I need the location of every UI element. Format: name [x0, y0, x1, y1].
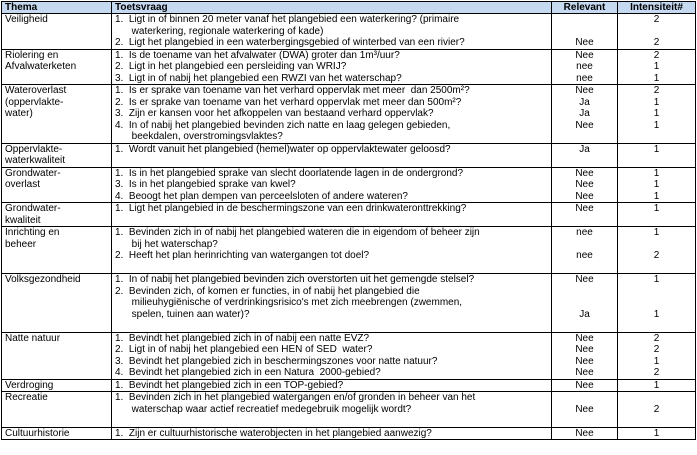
- relevant-value: Nee: [575, 344, 594, 355]
- thema-line: [5, 262, 108, 274]
- relevant-value: nee: [576, 250, 593, 261]
- relevant-value: [552, 286, 617, 298]
- relevant-value: Nee: [575, 203, 594, 214]
- intensiteit-value: 1: [653, 274, 660, 285]
- question-line: 1. In of nabij het plangebied bevinden zich overstorten uit het gemengde stelsel?: [115, 274, 475, 285]
- thema-line: beheer: [5, 238, 37, 250]
- question-line: 1. Is de toename van het afvalwater (DWA) groter dan 1m³/uur?: [115, 49, 400, 61]
- thema-cell: [2, 392, 112, 428]
- thema-cell: [2, 85, 112, 144]
- relevant-value: nee: [576, 227, 593, 238]
- thema-line: Oppervlakte-: [5, 143, 63, 155]
- table-row: [2, 167, 696, 203]
- toetsvraag-cell: [112, 167, 552, 203]
- intensiteit-value: 1: [653, 379, 660, 391]
- intensiteit-value: 2: [653, 14, 660, 25]
- relevant-value: [552, 239, 617, 251]
- thema-cell: [2, 332, 112, 379]
- thema-cell: [2, 167, 112, 203]
- table-header-row: [2, 2, 696, 14]
- toetsvraag-cell: [112, 379, 552, 392]
- intensiteit-cell: [618, 274, 696, 333]
- relevant-cell: [552, 167, 618, 203]
- relevant-value: [552, 215, 617, 227]
- question-line: 3. Ligt in of nabij het plangebied een RWZI van het waterschap?: [115, 72, 402, 84]
- relevant-cell: [552, 379, 618, 392]
- thema-line: Veiligheid: [5, 14, 48, 25]
- thema-line: [5, 286, 108, 298]
- toetsvraag-cell: [112, 85, 552, 144]
- relevant-cell: [552, 85, 618, 144]
- relevant-value: nee: [576, 61, 593, 72]
- question-line: 1. Is in het plangebied sprake van slecht doorlatende lagen in de ondergrond?: [115, 167, 464, 179]
- intensiteit-cell: [618, 227, 696, 274]
- question-line: 2. Is er sprake van toename van het verhard oppervlak met meer dan 500m²?: [115, 96, 462, 108]
- toetsvraag-cell: [112, 274, 552, 333]
- thema-line: kwaliteit: [5, 214, 41, 226]
- intensiteit-value: 1: [653, 108, 660, 119]
- relevant-cell: [552, 14, 618, 50]
- relevant-value: [552, 26, 617, 38]
- question-line: 3. Is in het plangebied sprake van kwel?: [115, 179, 296, 190]
- table-row: [2, 203, 696, 227]
- toetsvraag-cell: [112, 427, 552, 440]
- intensiteit-value: [618, 131, 695, 143]
- thema-cell: [2, 203, 112, 227]
- intensiteit-value: 1: [653, 227, 660, 238]
- thema-line: Natte natuur: [5, 332, 61, 344]
- toetsvraag-cell: [112, 14, 552, 50]
- thema-line: [5, 250, 108, 262]
- header-toetsvraag: Toetsvraag: [112, 2, 552, 14]
- table-row: [2, 332, 696, 379]
- thema-line: [5, 320, 108, 332]
- intensiteit-cell: [618, 392, 696, 428]
- table-body: [2, 14, 696, 440]
- intensiteit-value: 1: [653, 119, 660, 131]
- question-line: 4. Beoogt het plan dempen van perceelsloten of andere wateren?: [115, 190, 408, 202]
- question-line: beekdalen, overstromingsvlaktes?: [115, 131, 283, 142]
- table-row: [2, 14, 696, 50]
- thema-cell: [2, 227, 112, 274]
- relevant-cell: [552, 332, 618, 379]
- thema-line: Verdroging: [5, 379, 54, 391]
- question-line: 2. Bevinden zich, of komen er functies, in of nabij het plangebied die: [115, 285, 420, 297]
- question-line: waterkering, regionale waterkering of kade): [115, 25, 324, 37]
- relevant-cell: [552, 227, 618, 274]
- thema-line: Recreatie: [5, 392, 48, 403]
- question-line: 1. Ligt in of binnen 20 meter vanaf het plangebied een waterkering? (primaire: [115, 14, 460, 25]
- question-line: waterschap waar actief recreatief medegebruik mogelijk wordt?: [115, 403, 412, 415]
- intensiteit-value: 2: [653, 403, 660, 415]
- relevant-value: Nee: [575, 274, 594, 285]
- question-line: 3. Zijn er kansen voor het afkoppelen van bestaand verhard oppervlak?: [115, 108, 434, 119]
- thema-line: (oppervlakte-: [5, 96, 64, 108]
- thema-line: Afvalwaterketen: [5, 61, 77, 72]
- question-line: 1. Zijn er cultuurhistorische waterobjecten in het plangebied aanwezig?: [115, 427, 432, 439]
- intensiteit-value: 1: [653, 203, 660, 214]
- thema-line: [5, 297, 108, 309]
- relevant-value: [552, 392, 617, 404]
- toetsvraag-cell: [112, 49, 552, 85]
- question-line: 1. Bevinden zich in of nabij het plangebied wateren die in eigendom of beheer zijn: [115, 227, 480, 238]
- intensiteit-cell: [618, 167, 696, 203]
- relevant-value: [552, 297, 617, 309]
- relevant-value: Nee: [575, 179, 594, 190]
- table-row: [2, 85, 696, 144]
- toetsvraag-cell: [112, 392, 552, 428]
- thema-cell: [2, 49, 112, 85]
- table-row: [2, 392, 696, 428]
- intensiteit-cell: [618, 49, 696, 85]
- intensiteit-value: [618, 297, 695, 309]
- intensiteit-cell: [618, 14, 696, 50]
- relevant-cell: [552, 49, 618, 85]
- intensiteit-cell: [618, 143, 696, 167]
- relevant-value: Ja: [579, 96, 590, 108]
- intensiteit-value: [618, 286, 695, 298]
- thema-line: Riolering en: [5, 49, 59, 61]
- toetsvraag-cell: [112, 227, 552, 274]
- thema-cell: [2, 14, 112, 50]
- relevant-value: [552, 155, 617, 167]
- question-line: 4. In of nabij het plangebied bevinden zich natte en laag gelegen gebieden,: [115, 119, 451, 131]
- question-line: 1. Bevinden zich in het plangebied watergangen en/of gronden in beheer van het: [115, 392, 476, 403]
- question-line: bij het waterschap?: [115, 238, 218, 250]
- relevant-value: Nee: [575, 367, 594, 378]
- intensiteit-value: 2: [653, 250, 660, 261]
- table-row: [2, 227, 696, 274]
- thema-line: water): [5, 108, 33, 119]
- thema-line: Grondwater-: [5, 167, 61, 179]
- toetsvraag-cell: [112, 203, 552, 227]
- thema-line: [5, 404, 108, 416]
- question-line: 2. Ligt het plangebied in een waterbergingsgebied of winterbed van een rivier?: [115, 37, 465, 48]
- thema-cell: [2, 274, 112, 333]
- thema-line: Cultuurhistorie: [5, 427, 70, 439]
- intensiteit-value: [618, 392, 695, 404]
- intensiteit-value: 1: [653, 72, 660, 84]
- relevant-cell: [552, 203, 618, 227]
- intensiteit-value: 2: [653, 49, 660, 61]
- relevant-value: Nee: [575, 37, 594, 48]
- relevant-cell: [552, 274, 618, 333]
- question-line: 1. Bevindt het plangebied zich in een TOP-gebied?: [115, 379, 344, 391]
- relevant-value: Nee: [575, 332, 594, 344]
- intensiteit-value: 1: [653, 179, 660, 190]
- relevant-value: Nee: [575, 427, 594, 439]
- intensiteit-value: 1: [653, 355, 660, 367]
- question-line: 2. Ligt in of nabij het plangebied een HEN of SED water?: [115, 344, 373, 355]
- intensiteit-value: 2: [653, 332, 660, 344]
- question-line: [115, 155, 548, 167]
- water-assessment-table: [1, 1, 696, 440]
- relevant-value: Nee: [575, 49, 594, 61]
- intensiteit-value: 1: [653, 308, 660, 320]
- relevant-value: Nee: [575, 403, 594, 415]
- question-line: 2. Heeft het plan herinrichting van watergangen tot doel?: [115, 250, 370, 261]
- question-line: spelen, tuinen aan water)?: [115, 308, 250, 320]
- toetsvraag-cell: [112, 143, 552, 167]
- relevant-value: Ja: [579, 143, 590, 155]
- header-intensiteit: Intensiteit#: [618, 2, 696, 14]
- relevant-value: Nee: [575, 167, 594, 179]
- relevant-value: Ja: [579, 108, 590, 119]
- intensiteit-value: 1: [653, 143, 660, 155]
- intensiteit-cell: [618, 427, 696, 440]
- intensiteit-value: 2: [653, 85, 660, 96]
- intensiteit-value: [618, 215, 695, 227]
- relevant-value: Nee: [575, 119, 594, 131]
- question-line: 4. Bevindt het plangebied zich in een Natura 2000-gebied?: [115, 367, 381, 378]
- intensiteit-value: 2: [653, 344, 660, 355]
- intensiteit-value: 1: [653, 190, 660, 202]
- intensiteit-value: 1: [653, 167, 660, 179]
- relevant-value: Nee: [575, 379, 594, 391]
- intensiteit-cell: [618, 203, 696, 227]
- thema-line: [5, 309, 108, 321]
- thema-line: overlast: [5, 179, 41, 190]
- intensiteit-cell: [618, 379, 696, 392]
- relevant-value: nee: [576, 72, 593, 84]
- intensiteit-value: 1: [653, 61, 660, 72]
- question-line: 1. Ligt het plangebied in de beschermingszone van een drinkwateronttrekking?: [115, 203, 467, 214]
- intensiteit-value: [618, 26, 695, 38]
- toetsvraag-cell: [112, 332, 552, 379]
- intensiteit-value: 1: [653, 427, 660, 439]
- relevant-cell: [552, 427, 618, 440]
- intensiteit-value: [618, 239, 695, 251]
- question-line: milieuhygiënische of verdrinkingsrisico's met zich meebrengen (zwemmen,: [115, 297, 463, 308]
- thema-cell: [2, 379, 112, 392]
- thema-line: Grondwater-: [5, 203, 61, 214]
- relevant-value: Ja: [579, 308, 590, 320]
- relevant-value: [552, 131, 617, 143]
- question-line: 1. Is er sprake van toename van het verhard oppervlak met meer dan 2500m²?: [115, 85, 470, 96]
- intensiteit-value: 2: [653, 37, 660, 48]
- relevant-value: Nee: [575, 355, 594, 367]
- intensiteit-value: 2: [653, 367, 660, 378]
- thema-line: Wateroverlast: [5, 85, 67, 96]
- question-line: [115, 215, 548, 227]
- thema-line: Inrichting en: [5, 227, 60, 238]
- intensiteit-value: 1: [653, 96, 660, 108]
- table-row: [2, 427, 696, 440]
- relevant-value: Nee: [575, 190, 594, 202]
- intensiteit-cell: [618, 85, 696, 144]
- intensiteit-cell: [618, 332, 696, 379]
- intensiteit-value: [618, 155, 695, 167]
- thema-line: Volksgezondheid: [5, 274, 81, 285]
- thema-line: [5, 191, 108, 203]
- question-line: 1. Bevindt het plangebied zich in of nabij een natte EVZ?: [115, 332, 370, 344]
- table-row: [2, 379, 696, 392]
- relevant-cell: [552, 392, 618, 428]
- relevant-value: [552, 14, 617, 26]
- question-line: 2. Ligt in het plangebied een persleiding van WRIJ?: [115, 61, 347, 72]
- header-relevant: Relevant: [552, 2, 618, 14]
- thema-line: [5, 120, 108, 132]
- table-row: [2, 49, 696, 85]
- question-line: 3. Bevindt het plangebied zich in beschermingszones voor natte natuur?: [115, 355, 438, 367]
- thema-line: [5, 415, 108, 427]
- thema-cell: [2, 427, 112, 440]
- relevant-value: Nee: [575, 85, 594, 96]
- relevant-cell: [552, 143, 618, 167]
- table-row: [2, 274, 696, 333]
- thema-cell: [2, 143, 112, 167]
- header-thema: Thema: [2, 2, 112, 14]
- thema-line: waterkwaliteit: [5, 155, 66, 166]
- table-row: [2, 143, 696, 167]
- question-line: 1. Wordt vanuit het plangebied (hemel)water op oppervlaktewater geloosd?: [115, 143, 451, 155]
